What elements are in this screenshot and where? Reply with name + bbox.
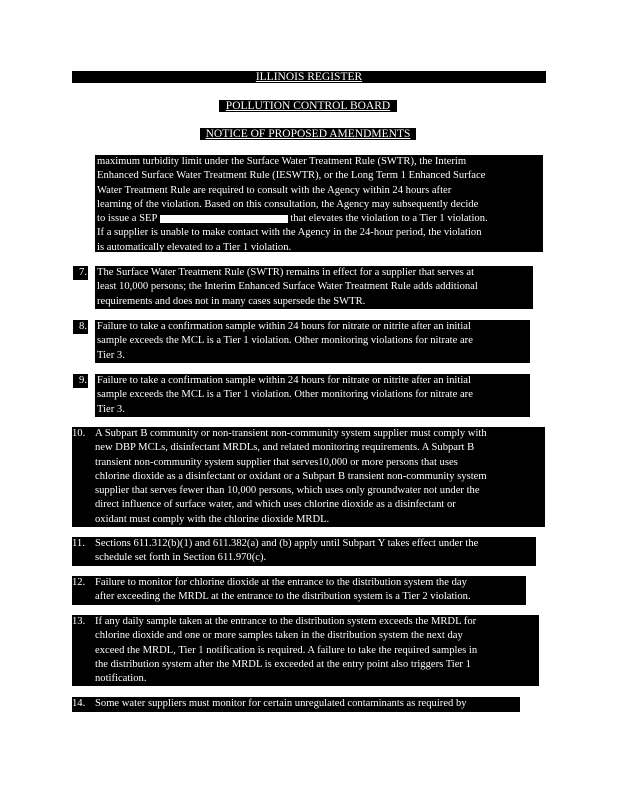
text-line: direct influence of surface water, and which uses chlorine dioxide as a disinfectant or — [95, 499, 456, 511]
text-line — [72, 576, 526, 590]
text-line: chlorine dioxide as a disinfectant or oxidant or a Subpart B transient non-community system — [95, 470, 487, 482]
text-fragment: Failure to monitor for chlorine dioxide at the entrance to the distribution system the day — [95, 577, 467, 588]
text-line: Enhanced Surface Water Treatment Rule (IESWTR), or the Long Term 1 Enhanced Surface — [97, 170, 486, 182]
text-line: Tier 3. — [97, 403, 125, 415]
item-11-text — [72, 537, 536, 566]
item-13-text — [72, 615, 539, 686]
text-line: Tier 3. — [97, 349, 125, 361]
text-line: The Surface Water Treatment Rule (SWTR) remains in effect for a supplier that serves at — [97, 267, 475, 278]
text-line: If a supplier is unable to make contact with the Agency in the 24-hour period, the violation — [97, 227, 482, 239]
text-line: requirements and does not in many cases supersede the SWTR. — [97, 295, 366, 307]
text-line: transient non-community system supplier that serves10,000 or more persons that uses — [95, 456, 458, 468]
item-number: 10. — [72, 428, 86, 439]
text-line — [72, 615, 539, 629]
text-line: sample exceeds the MCL is a Tier 1 violation. Other monitoring violations for nitrate are — [97, 335, 473, 347]
text-line: Water Treatment Rule are required to consult with the Agency within 24 hours after — [97, 184, 452, 196]
text-line — [72, 427, 545, 441]
text-line: is automatically elevated to a Tier 1 violation. — [97, 241, 292, 252]
text-line: supplier that serves fewer than 10,000 persons, which uses only groundwater not under the — [95, 485, 480, 497]
text-line: Failure to take a confirmation sample within 24 hours for nitrate or nitrite after an initial — [97, 375, 471, 386]
text-line: sample exceeds the MCL is a Tier 1 violation. Other monitoring violations for nitrate are — [97, 389, 473, 401]
item-number: 13. — [72, 616, 86, 627]
text-fragment: that elevates the violation to a Tier 1 violation. — [290, 213, 488, 225]
item-number: 12. — [72, 577, 86, 588]
text-fragment: A Subpart B community or non-transient non-community system supplier must comply with — [95, 428, 487, 439]
text-line: oxidant must comply with the chlorine dioxide MRDL. — [95, 513, 330, 525]
item-number: 11. — [72, 538, 85, 549]
item-number: 9. — [73, 374, 88, 388]
redaction-mark — [160, 215, 288, 223]
text-fragment: to issue a SEP — [97, 213, 157, 225]
board-title: POLLUTION CONTROL BOARD — [219, 100, 397, 112]
text-line — [97, 212, 543, 226]
item-14-text — [72, 697, 520, 712]
text-line: schedule set forth in Section 611.970(c). — [95, 552, 267, 564]
text-line: notification. — [95, 673, 147, 685]
text-fragment: Sections 611.312(b)(1) and 611.382(a) and (b) apply until Subpart Y takes effect under the — [95, 538, 479, 549]
text-line: after exceeding the MRDL at the entrance to the distribution system is a Tier 2 violation. — [95, 591, 471, 603]
text-line: new DBP MCLs, disinfectant MRDLs, and related monitoring requirements. A Subpart B — [95, 442, 475, 454]
text-line — [72, 697, 520, 711]
item-number: 7. — [73, 266, 88, 280]
text-line: the distribution system after the MRDL is exceeded at the entry point also triggers Tier 1 — [95, 658, 471, 670]
text-line: learning of the violation. Based on this consultation, the Agency may subsequently decide — [97, 198, 479, 210]
item-number: 8. — [73, 320, 88, 334]
register-title: ILLINOIS REGISTER — [72, 71, 546, 83]
item-number: 14. — [72, 698, 86, 709]
text-line: Failure to take a confirmation sample within 24 hours for nitrate or nitrite after an initial — [97, 321, 471, 332]
continued-paragraph — [95, 155, 543, 252]
item-7-text — [95, 266, 533, 309]
text-line: maximum turbidity limit under the Surface Water Treatment Rule (SWTR), the Interim — [97, 156, 467, 167]
item-9-text — [95, 374, 530, 417]
item-10-text — [72, 427, 545, 527]
text-line: chlorine dioxide and one or more samples taken in the distribution system the next day — [95, 630, 463, 642]
text-line — [72, 537, 536, 551]
notice-title: NOTICE OF PROPOSED AMENDMENTS — [200, 128, 416, 140]
text-line: least 10,000 persons; the Interim Enhanced Surface Water Treatment Rule adds additional — [97, 281, 478, 293]
item-12-text — [72, 576, 526, 605]
item-8-text — [95, 320, 530, 363]
text-fragment: If any daily sample taken at the entrance to the distribution system exceeds the MRDL for — [95, 616, 477, 627]
text-fragment: Some water suppliers must monitor for certain unregulated contaminants as required by — [95, 698, 467, 709]
text-line: exceed the MRDL, Tier 1 notification is required. A failure to take the required samples in — [95, 644, 478, 656]
